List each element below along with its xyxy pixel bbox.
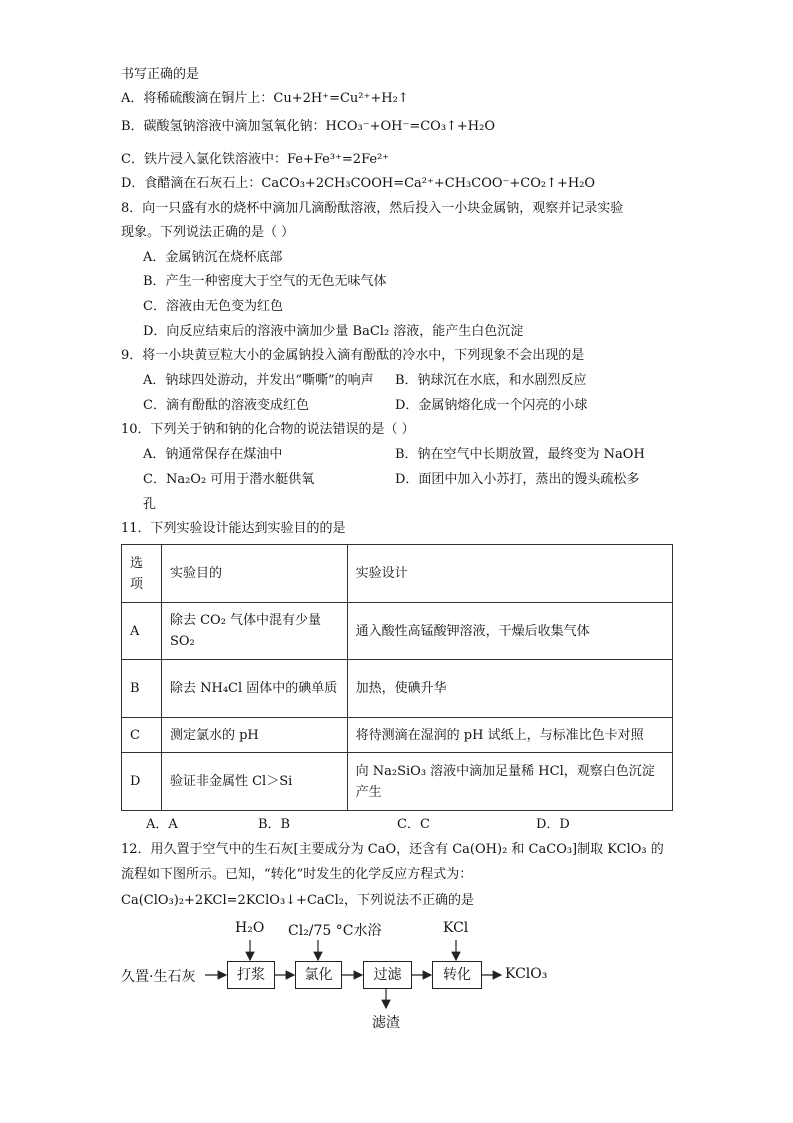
q10-option-d: D．面团中加入小苏打，蒸出的馒头疏松多 xyxy=(395,472,640,487)
flow-start-label: 久置·生石灰 xyxy=(121,969,196,985)
q7-option-a: A．将稀硫酸滴在铜片上：Cu+2H⁺=Cu²⁺+H₂↑ xyxy=(121,91,409,106)
flow-step-chlorination: 氯化 xyxy=(295,961,342,989)
table-cell: 通入酸性高锰酸钾溶液，干燥后收集气体 xyxy=(347,603,672,660)
q8-option-c: C．溶液由无色变为红色 xyxy=(143,299,283,314)
q10-option-b: B．钠在空气中长期放置，最终变为 NaOH xyxy=(395,447,645,462)
table-cell: 向 Na₂SiO₃ 溶液中滴加足量稀 HCl，观察白色沉淀产生 xyxy=(347,753,672,811)
flow-input-kcl: KCl xyxy=(443,920,469,936)
table-header-cell: 实验目的 xyxy=(161,545,347,603)
table-cell: C xyxy=(122,718,162,753)
q11-option-d: D．D xyxy=(536,817,570,832)
q10-stem: 10．下列关于钠和钠的化合物的说法错误的是（ ） xyxy=(121,422,415,437)
table-header-cell: 实验设计 xyxy=(347,545,672,603)
q11-option-a: A．A xyxy=(146,817,178,832)
q11-option-b: B．B xyxy=(258,817,291,832)
flow-input-chlorine: Cl₂/75 °C水浴 xyxy=(288,923,382,939)
q12-stem-line3: Ca(ClO₃)₂+2KCl=2KClO₃↓+CaCl₂，下列说法不正确的是 xyxy=(121,893,474,908)
table-cell: 加热，使碘升华 xyxy=(347,660,672,718)
q7-option-b: B．碳酸氢钠溶液中滴加氢氧化钠：HCO₃⁻+OH⁻=CO₃↑+H₂O xyxy=(121,119,496,134)
flow-step-beating: 打浆 xyxy=(227,961,275,989)
table-cell: 验证非金属性 Cl＞Si xyxy=(161,753,347,811)
flow-step-conversion: 转化 xyxy=(432,961,482,989)
q8-option-a: A．金属钠沉在烧杯底部 xyxy=(143,250,283,265)
table-header-cell: 选项 xyxy=(122,545,162,603)
table-cell: 除去 NH₄Cl 固体中的碘单质 xyxy=(161,660,347,718)
q9-stem: 9．将一小块黄豆粒大小的金属钠投入滴有酚酞的冷水中，下列现象不会出现的是 xyxy=(121,348,585,363)
q11-stem: 11．下列实验设计能达到实验目的的是 xyxy=(121,521,346,536)
q10-option-c: C．Na₂O₂ 可用于潜水艇供氧 xyxy=(143,472,315,487)
flow-input-water: H₂O xyxy=(235,920,265,936)
q12-stem-line2: 流程如下图所示。已知，“转化”时发生的化学反应方程式为： xyxy=(121,867,473,882)
table-cell: 将待测滴在湿润的 pH 试纸上，与标准比色卡对照 xyxy=(347,718,672,753)
table-cell: 测定氯水的 pH xyxy=(161,718,347,753)
flow-output-residue: 滤渣 xyxy=(372,1015,400,1031)
q7-option-d: D．食醋滴在石灰石上：CaCO₃+2CH₃COOH=Ca²⁺+CH₃COO⁻+CO₂↑+H₂O xyxy=(121,176,596,191)
q12-stem-line1: 12．用久置于空气中的生石灰[主要成分为 CaO，还含有 Ca(OH)₂ 和 CaCO₃]制取 KClO₃ 的 xyxy=(121,842,664,857)
table-cell: 除去 CO₂ 气体中混有少量 SO₂ xyxy=(161,603,347,660)
q8-option-b: B．产生一种密度大于空气的无色无味气体 xyxy=(143,274,387,289)
q7-stem-tail: 书写正确的是 xyxy=(121,67,200,82)
table-cell: A xyxy=(122,603,162,660)
table-cell: D xyxy=(122,753,162,811)
flow-step-filtration: 过滤 xyxy=(363,961,412,989)
table-cell: B xyxy=(122,660,162,718)
q8-stem-line2: 现象。下列说法正确的是（ ） xyxy=(121,225,295,240)
q7-option-c: C．铁片浸入氯化铁溶液中：Fe+Fe³⁺=2Fe²⁺ xyxy=(121,152,390,167)
q11-option-c: C．C xyxy=(397,817,430,832)
q9-option-b: B．钠球沉在水底，和水剧烈反应 xyxy=(395,373,587,388)
q10-option-d-wrap: 孔 xyxy=(143,497,157,512)
q8-option-d: D．向反应结束后的溶液中滴加少量 BaCl₂ 溶液，能产生白色沉淀 xyxy=(143,324,524,339)
q8-stem-line1: 8．向一只盛有水的烧杯中滴加几滴酚酞溶液，然后投入一小块金属钠，观察并记录实验 xyxy=(121,201,624,216)
q9-option-a: A．钠球四处游动，并发出“嘶嘶”的响声 xyxy=(143,373,374,388)
flow-product-label: KClO₃ xyxy=(505,966,548,982)
q9-option-d: D．金属钠熔化成一个闪亮的小球 xyxy=(395,398,588,413)
q9-option-c: C．滴有酚酞的溶液变成红色 xyxy=(143,398,309,413)
q10-option-a: A．钠通常保存在煤油中 xyxy=(143,447,283,462)
